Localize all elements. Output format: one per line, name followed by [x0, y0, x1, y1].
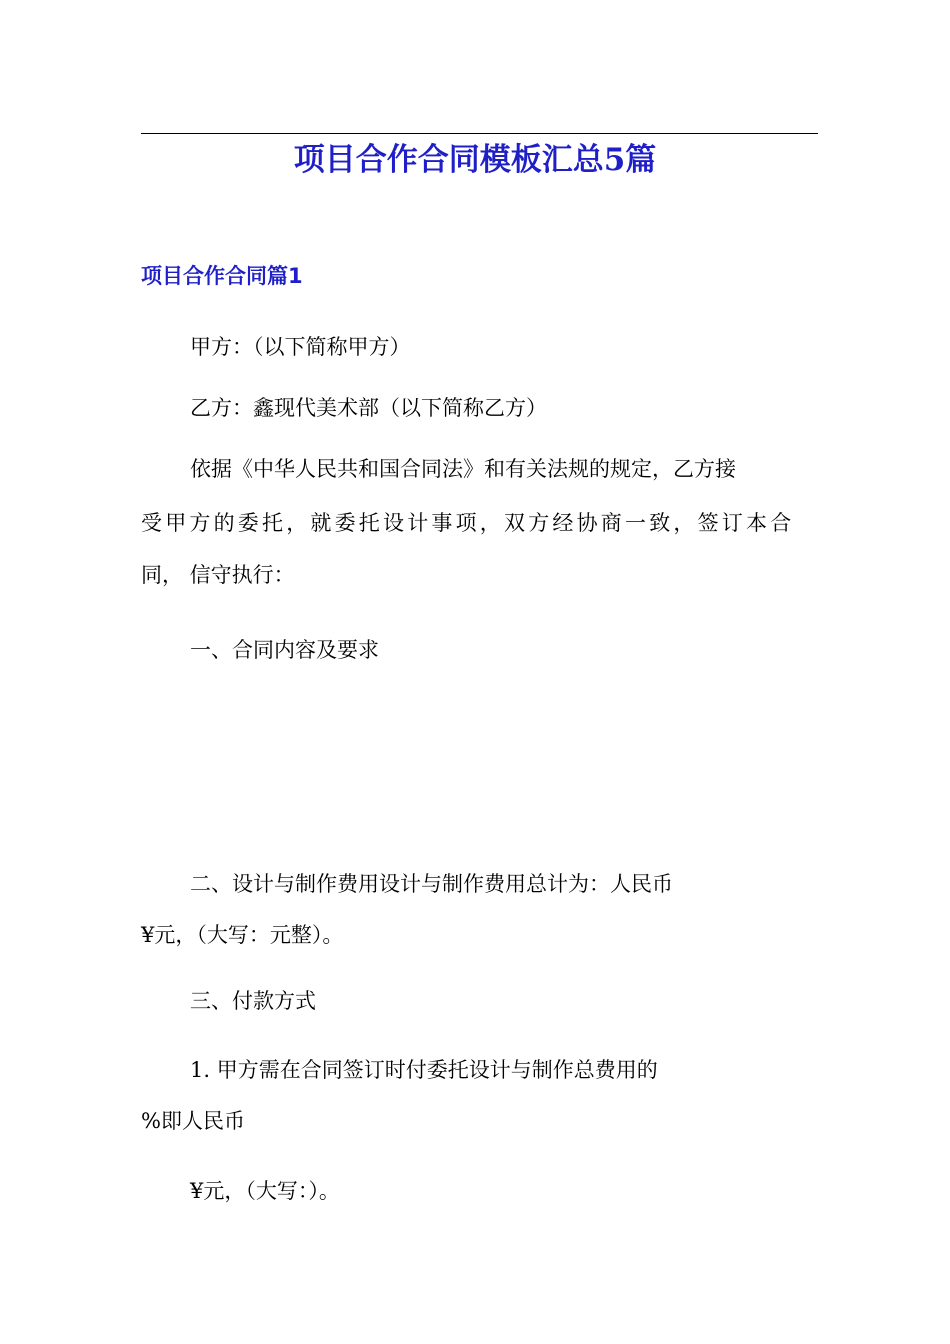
- header-rule: [141, 133, 818, 134]
- document-title: 项目合作合同模板汇总5篇: [293, 142, 657, 178]
- payment-1-line-2: %即人民币: [141, 1109, 245, 1133]
- clause-2-line-2: ¥元，（大写：元整）。: [141, 923, 344, 947]
- clause-2-line-1: 二、设计与制作费用设计与制作费用总计为：人民币: [190, 872, 673, 896]
- payment-1-line-1: 1. 甲方需在合同签订时付委托设计与制作总费用的: [190, 1058, 658, 1082]
- section-heading: 项目合作合同篇1: [141, 264, 303, 288]
- payment-1-line-3: ¥元，（大写：）。: [190, 1179, 340, 1203]
- preamble-line-2: 受甲方的委托，就委托设计事项，双方经协商一致，签订本合: [141, 511, 795, 535]
- party-b-line: 乙方：鑫现代美术部（以下简称乙方）: [190, 396, 547, 420]
- preamble-line-1: 依据《中华人民共和国合同法》和有关法规的规定，乙方接: [190, 457, 736, 481]
- clause-3-heading: 三、付款方式: [190, 989, 316, 1013]
- party-a-line: 甲方：（以下简称甲方）: [190, 335, 411, 359]
- preamble-line-3: 同， 信守执行：: [141, 563, 295, 587]
- clause-1-heading: 一、合同内容及要求: [190, 638, 379, 662]
